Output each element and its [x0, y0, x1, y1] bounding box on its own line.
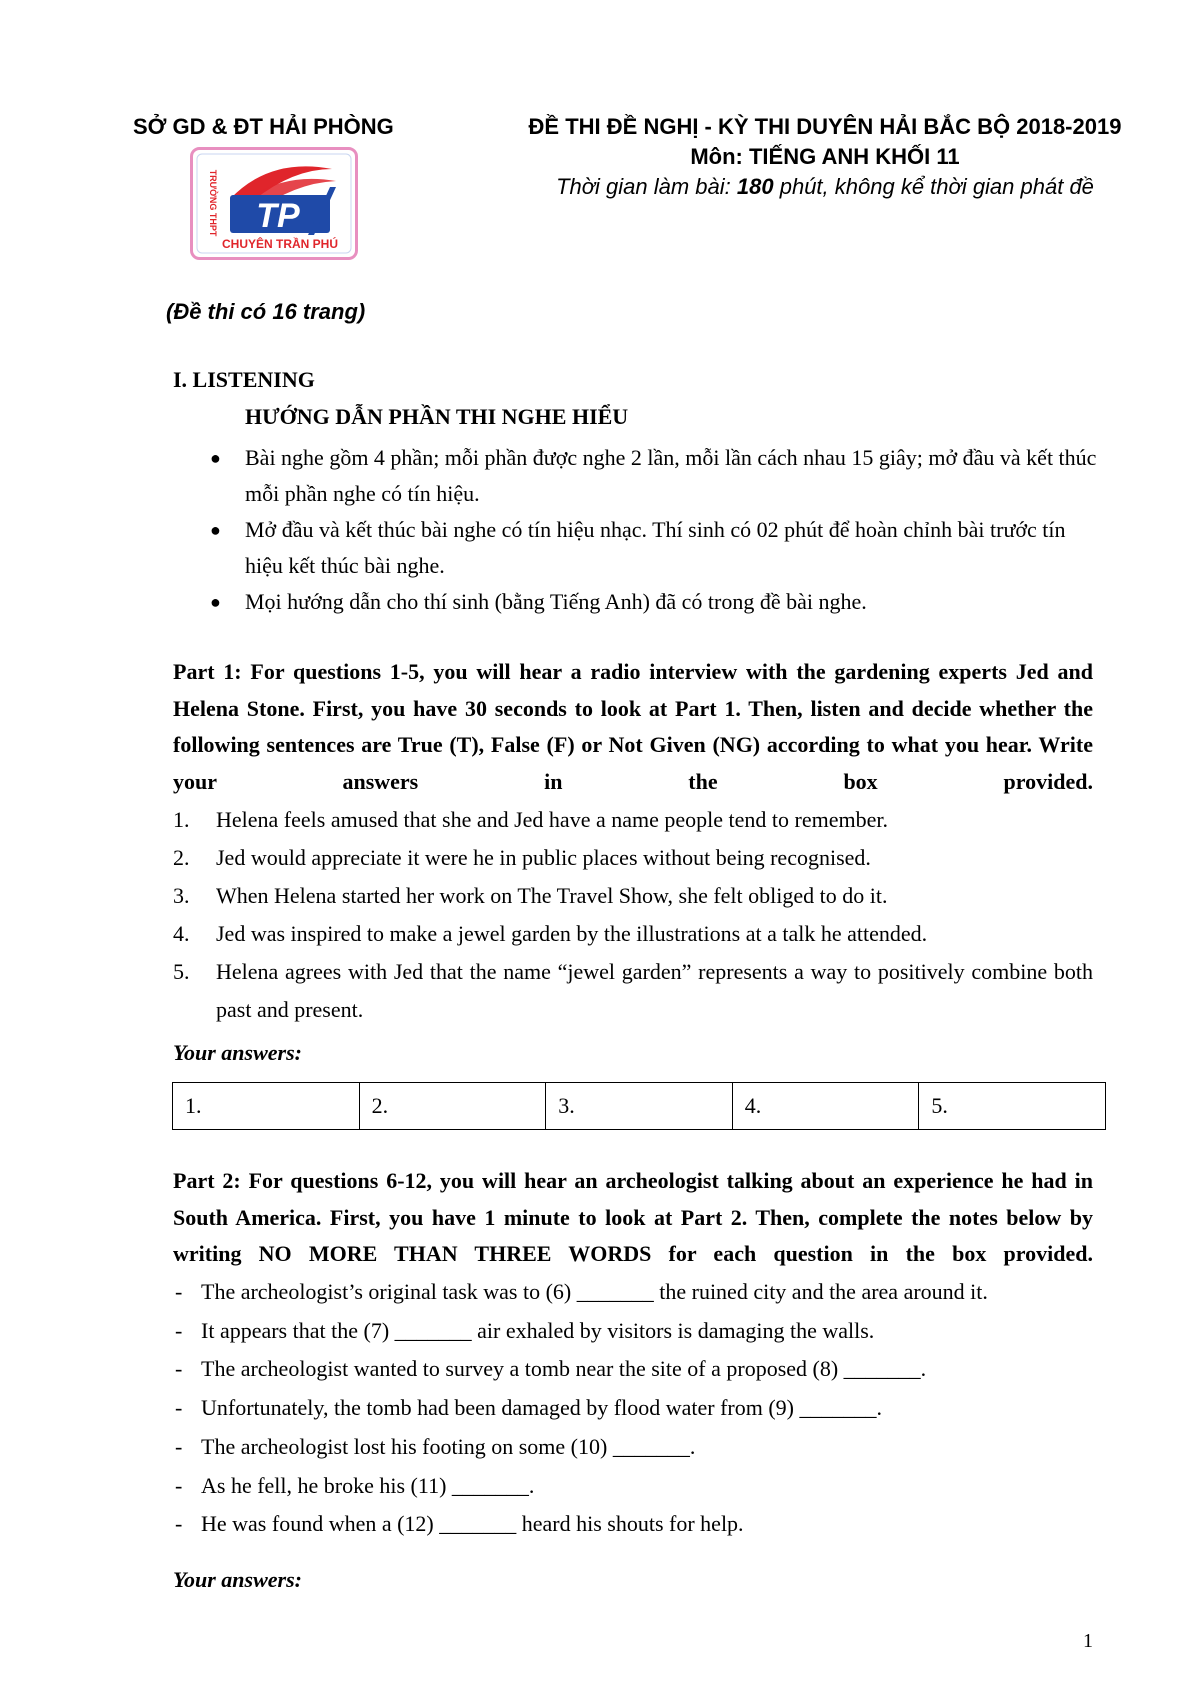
list-item: ● Mọi hướng dẫn cho thí sinh (bằng Tiếng Anh) đã có trong đề bài nghe.	[205, 584, 1105, 620]
logo-school-name: CHUYÊN TRẦN PHÚ	[221, 237, 339, 251]
note-item: - It appears that the (7) _______ air exhaled by visitors is damaging the walls.	[175, 1317, 875, 1343]
answer-cell[interactable]: 1.	[173, 1083, 360, 1130]
exam-title: ĐỀ THI ĐỀ NGHỊ - KỲ THI DUYÊN HẢI BẮC BỘ 2018-2019	[528, 114, 1122, 139]
answer-cell[interactable]: 5.	[919, 1083, 1106, 1130]
bullet-icon: ●	[210, 520, 221, 540]
logo-side-text: TRƯỜNG THPT	[208, 169, 218, 237]
bullet-icon: ●	[210, 448, 221, 468]
list-item: ● Bài nghe gồm 4 phần; mỗi phần được nghe 2 lần, mỗi lần cách nhau 15 giây; mở đầu và kết thúc mỗi phần nghe có tín hiệu.	[205, 440, 1105, 512]
part2-notes	[173, 1273, 1093, 1544]
question-item: 3. When Helena started her work on The Travel Show, she felt obliged to do it.	[173, 883, 888, 908]
guide-title: HƯỚNG DẪN PHẦN THI NGHE HIỂU	[245, 404, 629, 429]
guide-bullets	[205, 440, 1105, 620]
answer-cell[interactable]: 2.	[359, 1083, 546, 1130]
exam-time-minutes: 180	[736, 174, 774, 199]
question-item: 2. Jed would appreciate it were he in public places without being recognised.	[173, 845, 871, 870]
note-item: - He was found when a (12) _______ heard his shouts for help.	[175, 1511, 744, 1537]
section-title: I. LISTENING	[173, 367, 315, 392]
part2-instructions: Part 2: For questions 6-12, you will hear an archeologist talking about an experience he had in South America. First, you have 1 minute to look at Part 2. Then, complete the notes below by writing NO MORE THAN THREE WORDS for each question in the box provided.	[173, 1168, 1093, 1266]
bullet-icon: ●	[210, 592, 221, 612]
part1-answer-table	[172, 1082, 1106, 1130]
school-logo	[190, 147, 358, 260]
note-item: - Unfortunately, the tomb had been damaged by flood water from (9) _______.	[175, 1395, 882, 1421]
answer-cell[interactable]: 3.	[546, 1083, 733, 1130]
list-item: ● Mở đầu và kết thúc bài nghe có tín hiệu nhạc. Thí sinh có 02 phút để hoàn chỉnh bài trước tín hiệu kết thúc bài nghe.	[205, 512, 1105, 584]
logo-letters: TP	[256, 197, 300, 235]
note-item: - The archeologist’s original task was to (6) _______ the ruined city and the area around it.	[175, 1279, 988, 1304]
note-item: - As he fell, he broke his (11) _______.	[175, 1472, 535, 1498]
part2-your-answers-label: Your answers:	[173, 1567, 302, 1592]
note-item: - The archeologist wanted to survey a tomb near the site of a proposed (8) _______.	[175, 1356, 927, 1382]
part1-your-answers-label: Your answers:	[173, 1040, 302, 1065]
question-item: 5. Helena agrees with Jed that the name “jewel garden” represents a way to positively combine both past and present.	[173, 959, 1093, 1022]
question-item: 1. Helena feels amused that she and Jed have a name people tend to remember.	[173, 807, 888, 832]
question-item: 4. Jed was inspired to make a jewel garden by the illustrations at a talk he attended.	[173, 921, 928, 946]
part1-instructions: Part 1: For questions 1-5, you will hear a radio interview with the gardening experts Jed and Helena Stone. First, you have 30 seconds to look at Part 1. Then, listen and decide whether the following sentences are True (T), False (F) or Not Given (NG) according to what you hear. Write your answers in the box provided.	[173, 659, 1093, 794]
exam-subject: Môn: TIẾNG ANH KHỐI 11	[690, 144, 960, 169]
answer-cell[interactable]: 4.	[732, 1083, 919, 1130]
page-number: 1	[1083, 1630, 1093, 1652]
exam-header	[485, 114, 1165, 200]
note-item: - The archeologist lost his footing on some (10) _______.	[175, 1433, 696, 1459]
department-name: SỞ GD & ĐT HẢI PHÒNG	[133, 114, 394, 139]
pages-note: (Đề thi có 16 trang)	[166, 299, 366, 324]
part1-questions	[173, 801, 1093, 1029]
exam-time: Thời gian làm bài: 180 phút, không kể thời gian phát đề	[556, 174, 1094, 199]
